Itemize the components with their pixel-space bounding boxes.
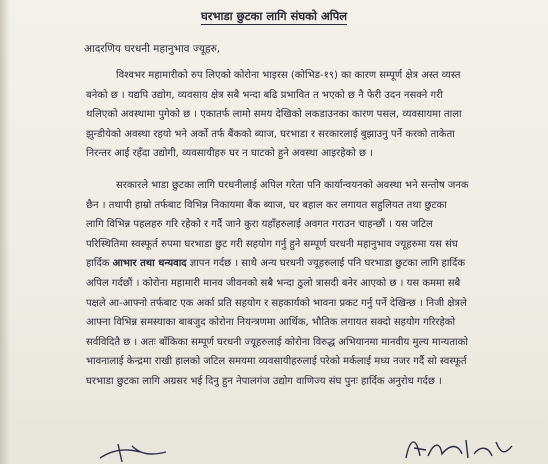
paragraph-2-line: आफ्ना विभिन्न समस्याका बाबजुद कोरोना नियन्त्रणमा आर्थिक, भौतिक लगायत सक्दो सहयोग गरिरहेको [86, 317, 456, 329]
paragraph-2-line: छैन । तथापी हाम्रो तर्फबाट विभिन्न निकायमा बैंक ब्याज, घर बहाल कर लगायत सहुलियत तथा छुटका [86, 199, 447, 211]
paragraph-2-line: अपिल गर्दछौं । कोरोना महामारी मानव जीवनको सबै भन्दा ठुलो त्रासदी बनेर आएको छ । यस कममा सबै [86, 277, 461, 289]
paragraph-2-line-with-bold: हार्दिक आभार तथा धन्यवाद ज्ञापन गर्दछ । साथै अन्य घरधनी ज्यूहरुलाई पनि घरभाडा छुटका लागि हार्दिक [86, 258, 466, 270]
title-text: घरभाडा छुटका लागि संघको अपिल [200, 9, 348, 23]
paragraph-1-line: निरन्तर आई रहँदा उद्योगी, व्यवसायीहरु घर न घाटको हुने अवस्था आइरहेको छ । [86, 148, 373, 160]
paragraph-1-line: विश्वभर महामारीको रुप लिएको कोरोना भाइरस (कोभिड-१९) का कारण सम्पूर्ण क्षेत्र अस्त व्यस्त [116, 70, 461, 81]
paragraph-2-line: सर्वविदितै छ । अतः बाँकिका सम्पूर्ण घरधनी ज्यूहरुलाई कोरोना विरुद्ध अभियानमा मानवीय मुल्य मान्यताको [86, 336, 468, 348]
paragraph-2-line: लागि विभिन्न पहलहरु गरि रहेको र गर्दै जाने कुरा यहाँहरुलाई अवगत गराउन चाहन्छौं । यस जटिल [86, 219, 433, 231]
paragraph-2-line: घरभाडा छुटका लागि अग्रसर भई दिनु हुन नेपालगंज उद्योग वाणिज्य संघ पुनः हार्दिक अनुरोध गर्दछ । [86, 375, 442, 387]
letter-title [0, 9, 548, 24]
signature-right [400, 432, 520, 464]
paragraph-1-line: बनेको छ । यद्यपि उद्योग, व्यवसाय क्षेत्र सबै भन्दा बढि प्रभावित त भएको छ नै फेरी उदन नसक्ने गरी [86, 89, 443, 101]
paragraph-1 [86, 66, 516, 164]
bold-phrase: आभार तथा धन्यवाद [112, 258, 187, 270]
paragraph-2 [86, 176, 516, 392]
paragraph-1-line: थलिएको अवस्थामा पुगेको छ । एकातर्फ लामो समय देखिको लकडाउनका कारण पसल, व्यवसायमा ताला [86, 109, 462, 121]
paragraph-2-line: पक्षले आ-आफ्नो तर्फबाट एक अर्का प्रति सहयोग र सहकार्यको भावना प्रकट गर्नु पर्ने देखिन्छ । निजी क्षेत्रले [86, 297, 467, 309]
signature-left [92, 440, 182, 464]
paragraph-2-line: सरकारले भाडा छुटका लागि घरधनीलाई अपिल गरेता पनि कार्यान्वयनको अवस्था भने सन्तोष जनक [116, 180, 469, 191]
paragraph-2-line: परिस्थितिमा स्वस्फूर्त रुपमा घरभाडा छुट गरी सहयोग गर्नु हुने सम्पूर्ण घरधनी महानुभाव ज्यूहरुमा यस संघ [86, 238, 458, 250]
paragraph-1-line: झुन्डीयेको अवस्था रहयो भने अर्को तर्फ बैंकको ब्याज, घरभाडा र सरकारलाई बुझाउनु पर्ने करको ताकेता [86, 128, 455, 140]
salutation: आदरणिय घरधनी महानुभाव ज्यूहरु, [84, 43, 221, 55]
paragraph-2-line: भावनालाई केन्द्रमा राखी हालको जटिल समयमा व्यवसायीहरुलाई परेको मर्कलाई मध्य नजर गर्दै सो स्वस्फूर्त [86, 356, 467, 368]
